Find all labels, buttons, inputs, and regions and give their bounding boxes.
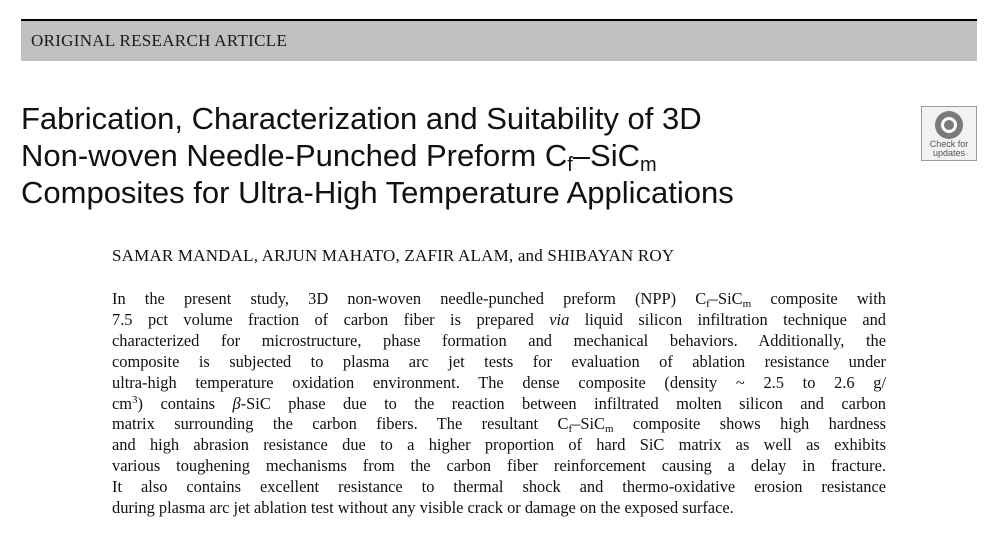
abstract-line: and high abrasion resistance due to a higher proportion of hard SiC matrix as well as exhibits bbox=[112, 435, 886, 455]
abstract-text: -SiC phase due to the reaction between infiltrated molten silicon and carbon bbox=[240, 393, 886, 413]
title-line-2 bbox=[21, 137, 881, 174]
abstract-text: In the present study, 3D non-woven needle-punched preform (NPP) C bbox=[112, 289, 707, 308]
badge-line-2: updates bbox=[932, 148, 966, 158]
abstract-subscript: m bbox=[742, 298, 752, 310]
abstract-subscript: m bbox=[604, 423, 614, 436]
abstract-line: composite is subjected to plasma arc jet tests for evaluation of ablation resistance under bbox=[112, 351, 886, 371]
abstract-text: liquid silicon infiltration technique and bbox=[569, 309, 887, 329]
abstract-text: cm bbox=[112, 393, 133, 413]
abstract-superscript: 3 bbox=[132, 393, 138, 406]
abstract-text: ) contains bbox=[137, 393, 233, 413]
check-for-updates-badge[interactable] bbox=[921, 106, 977, 161]
title-line-2-prefix: Non-woven Needle-Punched Preform C bbox=[21, 138, 568, 173]
abstract-italic: β bbox=[232, 393, 241, 413]
abstract-text: –SiC bbox=[709, 289, 743, 308]
abstract-subscript: f bbox=[568, 423, 573, 436]
abstract-text: matrix surrounding the carbon fibers. The resultant C bbox=[112, 414, 569, 434]
abstract-line bbox=[112, 394, 886, 415]
author-list: SAMAR MANDAL, ARJUN MAHATO, ZAFIR ALAM, and SHIBAYAN ROY bbox=[112, 246, 675, 265]
abstract-line bbox=[112, 310, 886, 331]
abstract-line: ultra-high temperature oxidation environment. The dense composite (density ~ 2.5 to 2.6 g/ bbox=[112, 372, 886, 392]
abstract-italic: via bbox=[549, 309, 570, 329]
badge-line-1: Check for bbox=[929, 139, 969, 149]
abstract-line: various toughening mechanisms from the carbon fiber reinforcement causing a delay in fracture. bbox=[112, 456, 886, 476]
title-subscript-f: f bbox=[567, 154, 573, 176]
abstract-subscript: f bbox=[706, 298, 710, 310]
abstract-line: It also contains excellent resistance to thermal shock and thermo-oxidative erosion resistance bbox=[112, 477, 886, 497]
abstract-line bbox=[112, 289, 886, 310]
abstract-text: composite shows high hardness bbox=[613, 414, 886, 434]
title-subscript-m: m bbox=[639, 154, 657, 176]
title-line-2-mid: –SiC bbox=[572, 138, 640, 173]
check-for-updates-label bbox=[922, 140, 976, 158]
article-title bbox=[21, 100, 881, 211]
abstract-line: characterized for microstructure, phase formation and mechanical behaviors. Additionally, the bbox=[112, 330, 886, 350]
abstract-text: 7.5 pct volume fraction of carbon fiber is prepared bbox=[112, 309, 550, 329]
article-type-banner bbox=[21, 21, 977, 61]
abstract-text: composite with bbox=[751, 289, 886, 308]
abstract-line: during plasma arc jet ablation test without any visible crack or damage on the exposed surface. bbox=[112, 498, 734, 518]
abstract-line bbox=[112, 414, 886, 435]
article-type-label: ORIGINAL RESEARCH ARTICLE bbox=[31, 31, 288, 50]
crossmark-icon bbox=[935, 111, 963, 139]
abstract bbox=[112, 289, 886, 519]
title-line-1: Fabrication, Characterization and Suitability of 3D bbox=[21, 101, 702, 136]
abstract-text: –SiC bbox=[572, 414, 605, 434]
title-line-3: Composites for Ultra-High Temperature Applications bbox=[21, 175, 734, 210]
